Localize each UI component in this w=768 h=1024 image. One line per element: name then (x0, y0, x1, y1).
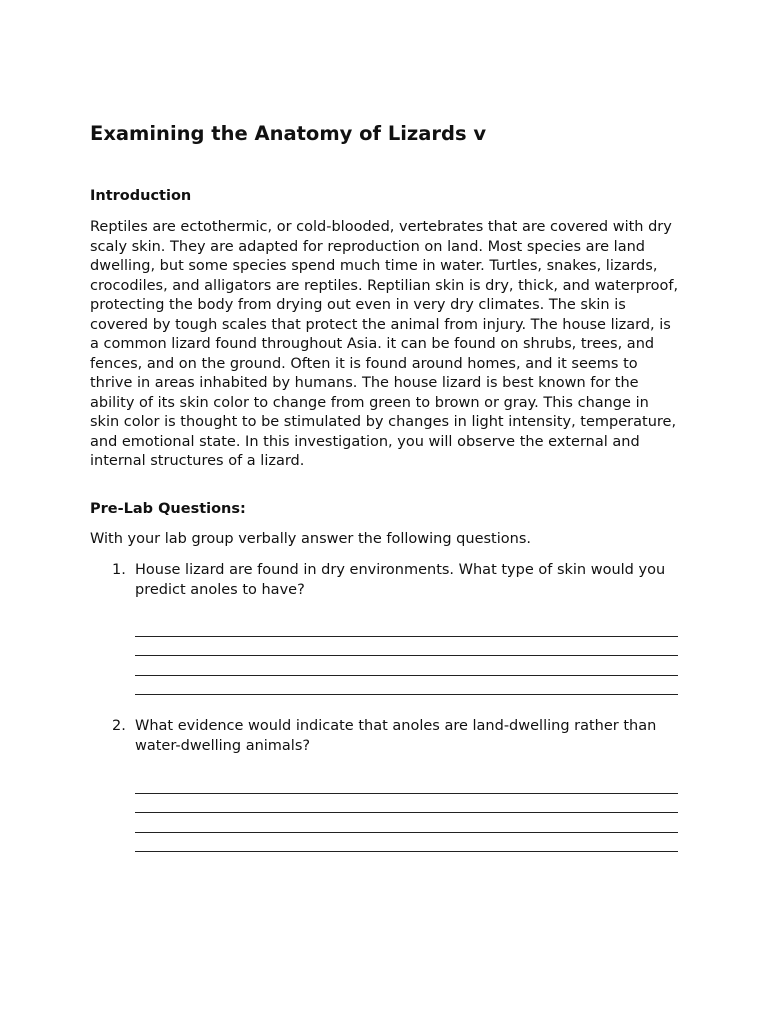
answer-line[interactable] (135, 851, 678, 852)
answer-line[interactable] (135, 793, 678, 794)
question-text: House lizard are found in dry environments. What type of skin would you predict anoles to have? (135, 562, 666, 598)
question-number: 2. (112, 718, 126, 734)
question-text: What evidence would indicate that anoles are land-dwelling rather than water-dwelling animals? (135, 718, 657, 754)
prelab-instruction: With your lab group verbally answer the following questions. (90, 531, 531, 547)
introduction-heading: Introduction (90, 188, 192, 204)
answer-line[interactable] (135, 636, 678, 637)
question-number: 1. (112, 562, 126, 578)
answer-line[interactable] (135, 675, 678, 676)
answer-line[interactable] (135, 694, 678, 695)
answer-line[interactable] (135, 655, 678, 656)
prelab-heading: Pre-Lab Questions: (90, 501, 246, 517)
answer-line[interactable] (135, 812, 678, 813)
answer-line[interactable] (135, 832, 678, 833)
page-title: Examining the Anatomy of Lizards v (90, 122, 487, 145)
introduction-paragraph: Reptiles are ectothermic, or cold-blooded, vertebrates that are covered with dry scaly skin. They are adapted for reproduction on land. Most species are land dwelling, but some species spend much time in water. Turtles, snakes, lizards, crocodiles, and alligators are reptiles. Reptilian skin is dry, thick, and waterproof, protecting the body from drying out even in very dry climates. The skin is covered by tough scales that protect the animal from injury. The house lizard, is a common lizard found throughout Asia. it can be found on shrubs, trees, and fences, and on the ground. Often it is found around homes, and it seems to thrive in areas inhabited by humans. The house lizard is best known for the ability of its skin color to change from green to brown or gray. This change in skin color is thought to be stimulated by changes in light intensity, temperature, and emotional state. In this investigation, you will observe the external and internal structures of a lizard. (90, 219, 679, 469)
